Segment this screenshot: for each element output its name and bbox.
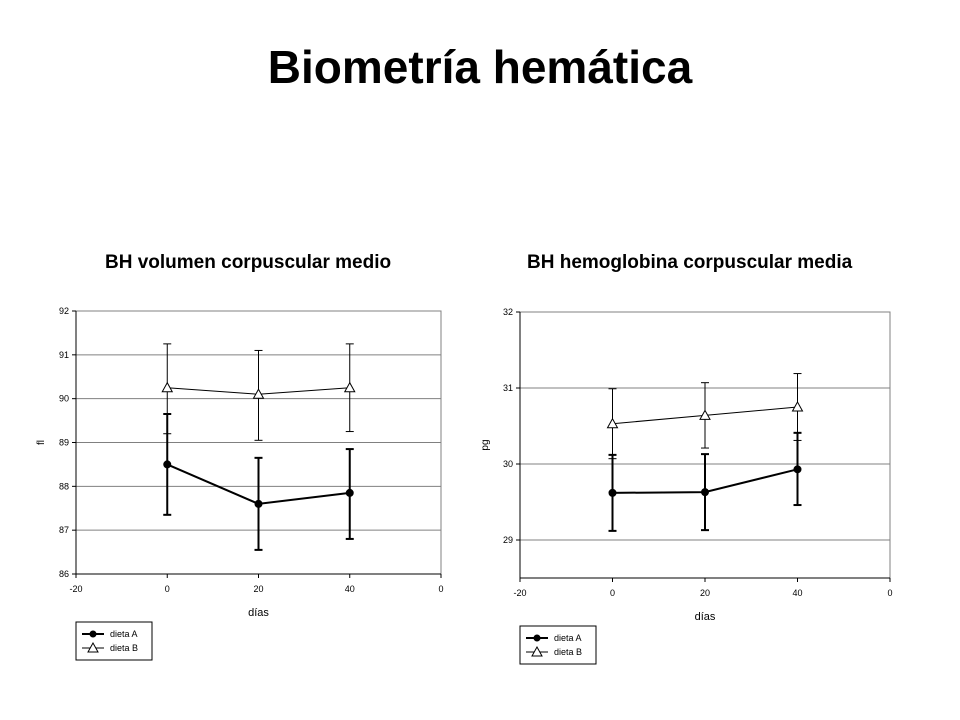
legend-box [76,622,152,660]
x-tick-label: 0 [609,588,616,598]
data-point [702,489,709,496]
y-tick-label: 86 [58,569,69,579]
x-tick-label: -20 [513,588,527,598]
x-tick-label: 40 [344,584,355,594]
y-axis-label: fl [36,440,47,445]
data-point [164,461,171,468]
legend-marker [90,631,97,638]
x-tick-label: -20 [69,584,83,594]
x-tick-label: 0 [887,588,893,598]
y-tick-label: 88 [58,481,69,492]
y-tick-label: 92 [58,306,69,316]
x-tick-label: 40 [792,588,803,598]
legend-label: dieta A [110,629,138,639]
slide-title: Biometría hemática [267,41,693,93]
y-tick-label: 87 [58,525,69,536]
legend-label: dieta B [110,643,139,653]
y-tick-label: 89 [58,437,69,448]
x-tick-label: 0 [438,584,444,594]
x-tick-label: 20 [699,588,711,598]
legend-label: dieta A [554,633,582,643]
data-point [346,489,353,496]
chart-2 [480,0,960,720]
legend [76,622,152,660]
legend-box [520,626,596,664]
y-tick-label: 90 [58,393,69,404]
y-tick-label: 29 [502,535,513,545]
y-tick-label: 91 [58,349,69,360]
y-tick-label: 30 [502,459,513,469]
legend [520,626,596,664]
data-point [609,489,616,496]
data-point [794,466,801,473]
y-tick-label: 31 [502,383,513,393]
data-point [255,500,262,507]
chart-1-title: BH volumen corpuscular medio [105,252,392,273]
x-tick-label: 20 [253,584,264,594]
x-axis-label: días [248,607,269,619]
chart-2-title: BH hemoglobina corpuscular media [527,252,853,273]
y-axis-label: pg [480,439,491,451]
x-tick-label: 0 [164,584,170,594]
legend-marker [534,635,541,642]
x-axis-label: días [694,611,716,623]
legend-label: dieta B [554,647,583,657]
y-tick-label: 32 [502,307,513,317]
